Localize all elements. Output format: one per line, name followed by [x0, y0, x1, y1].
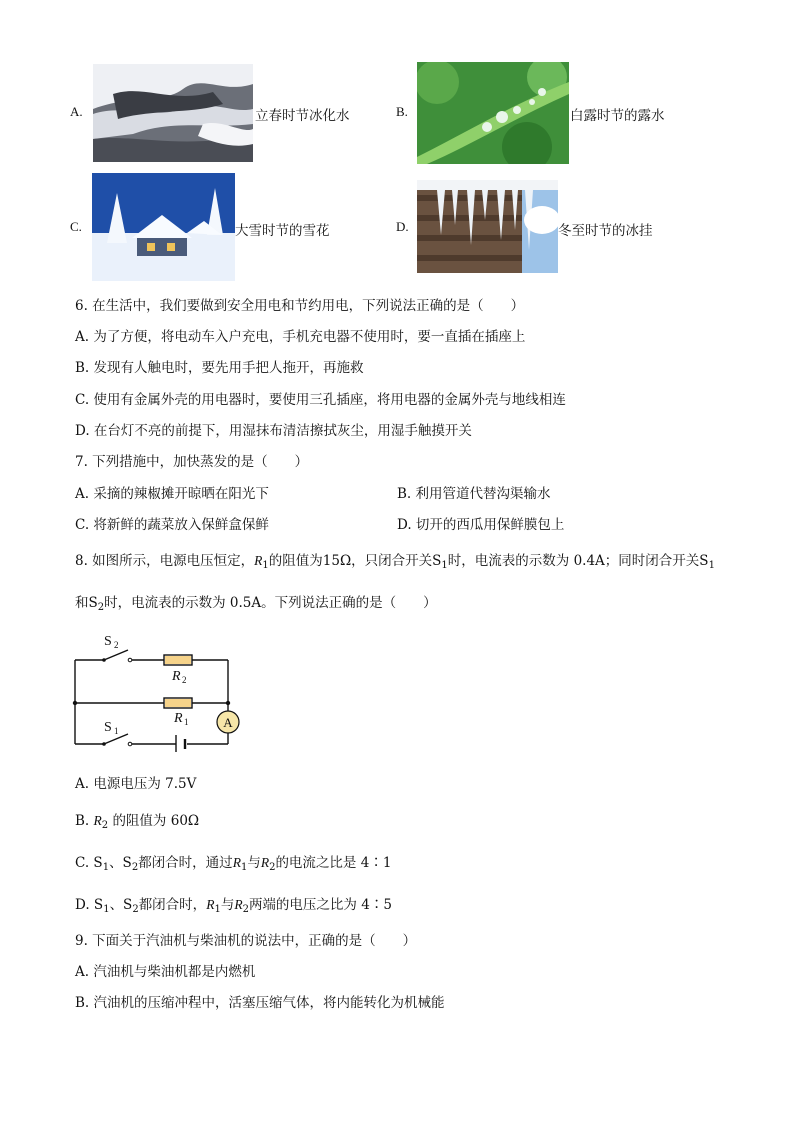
icicles-photo — [417, 180, 558, 273]
q5-option-b-text: 白露时节的露水 — [570, 108, 665, 124]
q5-option-c-text: 大雪时节的雪花 — [235, 223, 330, 239]
q5-option-a-letter: A. — [70, 104, 83, 119]
q5-option-c-letter: C. — [70, 219, 82, 234]
q7-option-c: C. 将新鲜的蔬菜放入保鲜盒保鲜 — [75, 517, 269, 533]
q8-option-b-text: 的阻值为 60Ω — [112, 813, 200, 829]
q8-option-d — [75, 896, 392, 916]
q5-option-b-letter: B. — [396, 104, 408, 119]
q8-option-d-r1-sub: 1 — [214, 904, 221, 915]
q8-option-c-r2-sub: 2 — [269, 862, 276, 873]
q8-option-c-prefix: C. S — [75, 855, 103, 871]
ammeter-label: A — [223, 715, 233, 730]
circuit-diagram — [70, 628, 250, 752]
q7-option-b: B. 利用管道代替沟渠输水 — [397, 486, 551, 502]
r2-label-sub: 2 — [182, 675, 187, 685]
q5-option-a-text: 立春时节冰化水 — [255, 108, 350, 124]
q7-option-d: D. 切开的西瓜用保鲜膜包上 — [397, 517, 565, 533]
q8-stem-line2-a: 和S — [75, 595, 98, 611]
q8-option-c — [75, 854, 391, 874]
s1-subscript-end: 1 — [708, 560, 715, 571]
q9-stem: 9. 下面关于汽油机与柴油机的说法中，正确的是（ ） — [75, 933, 417, 949]
q8-option-d-mid: 都闭合时， — [138, 897, 207, 913]
q8-option-c-sep: 、S — [109, 855, 132, 871]
q9-option-a: A. 汽油机与柴油机都是内燃机 — [75, 964, 256, 980]
q6-stem: 6. 在生活中，我们要做到安全用电和节约用电，下列说法正确的是（ ） — [75, 298, 525, 314]
q8-option-c-r1: R — [232, 855, 241, 870]
r1-label: R — [174, 711, 183, 726]
q8-stem-part2: 的阻值为15Ω，只闭合开关S — [268, 553, 442, 569]
q8-option-b-r-sub: 2 — [101, 820, 109, 831]
s1-subscript: 1 — [441, 560, 448, 571]
q8-option-d-s1-sub: 1 — [103, 904, 110, 915]
q6-option-b: B. 发现有人触电时，要先用手把人拖开，再施救 — [75, 360, 364, 376]
r1-subscript: 1 — [262, 560, 269, 571]
r2-label: R — [172, 669, 181, 684]
q8-option-d-r2-sub: 2 — [242, 904, 249, 915]
q8-option-d-r1: R — [206, 897, 215, 912]
q8-option-d-sep: 、S — [109, 897, 133, 913]
q8-option-c-r1-sub: 1 — [240, 862, 248, 873]
q8-option-c-s2-sub: 2 — [131, 862, 139, 873]
s2-label: S — [104, 634, 112, 649]
q8-option-d-end: 两端的电压之比为 4∶5 — [248, 897, 392, 913]
q8-option-a: A. 电源电压为 7.5V — [75, 776, 197, 792]
r1-label-sub: 1 — [184, 717, 189, 727]
s1-label-sub: 1 — [114, 726, 119, 736]
q8-option-d-r2: R — [234, 897, 243, 912]
q8-option-c-and: 与 — [247, 855, 261, 871]
q9-option-b: B. 汽油机的压缩冲程中，活塞压缩气体，将内能转化为机械能 — [75, 995, 445, 1011]
q6-option-d: D. 在台灯不亮的前提下，用湿抹布清洁擦拭灰尘，用湿手触摸开关 — [75, 423, 472, 439]
q8-option-c-s1-sub: 1 — [102, 862, 110, 873]
s1-label: S — [104, 720, 112, 735]
q8-option-d-and: 与 — [220, 897, 235, 913]
q8-stem-line2-b: 时，电流表的示数为 0.5A。下列说法正确的是（ ） — [104, 595, 437, 611]
q7-option-a: A. 采摘的辣椒摊开晾晒在阳光下 — [75, 486, 269, 502]
q8-option-d-s2-sub: 2 — [132, 904, 139, 915]
q7-stem: 7. 下列措施中，加快蒸发的是（ ） — [75, 454, 309, 470]
q8-option-c-end: 的电流之比是 4∶1 — [275, 855, 392, 871]
q8-stem-line1 — [75, 552, 715, 572]
snow-house-photo — [92, 173, 235, 281]
q8-option-c-mid: 都闭合时，通过 — [138, 855, 233, 871]
q8-option-b-r: R — [93, 813, 102, 828]
q5-option-d-text: 冬至时节的冰挂 — [558, 223, 653, 239]
q8-option-b — [75, 812, 199, 832]
q8-stem-part3: 时，电流表的示数为 0.4A；同时闭合开关S — [447, 553, 709, 569]
dew-leaf-photo — [417, 62, 569, 164]
r1-symbol: R — [254, 553, 263, 568]
s2-subscript: 2 — [97, 602, 105, 613]
q8-option-c-r2: R — [260, 855, 270, 870]
q8-stem-line2 — [75, 594, 437, 614]
q8-option-d-prefix: D. S — [75, 897, 104, 913]
q5-option-d-letter: D. — [396, 219, 409, 234]
ice-melting-photo — [93, 64, 253, 162]
q8-stem-part1: 8. 如图所示，电源电压恒定， — [75, 553, 255, 569]
s2-label-sub: 2 — [114, 640, 119, 650]
q6-option-a: A. 为了方便，将电动车入户充电，手机充电器不使用时，要一直插在插座上 — [75, 329, 526, 345]
q8-option-b-prefix: B. — [75, 813, 94, 829]
q6-option-c: C. 使用有金属外壳的用电器时，要使用三孔插座，将用电器的金属外壳与地线相连 — [75, 392, 566, 408]
